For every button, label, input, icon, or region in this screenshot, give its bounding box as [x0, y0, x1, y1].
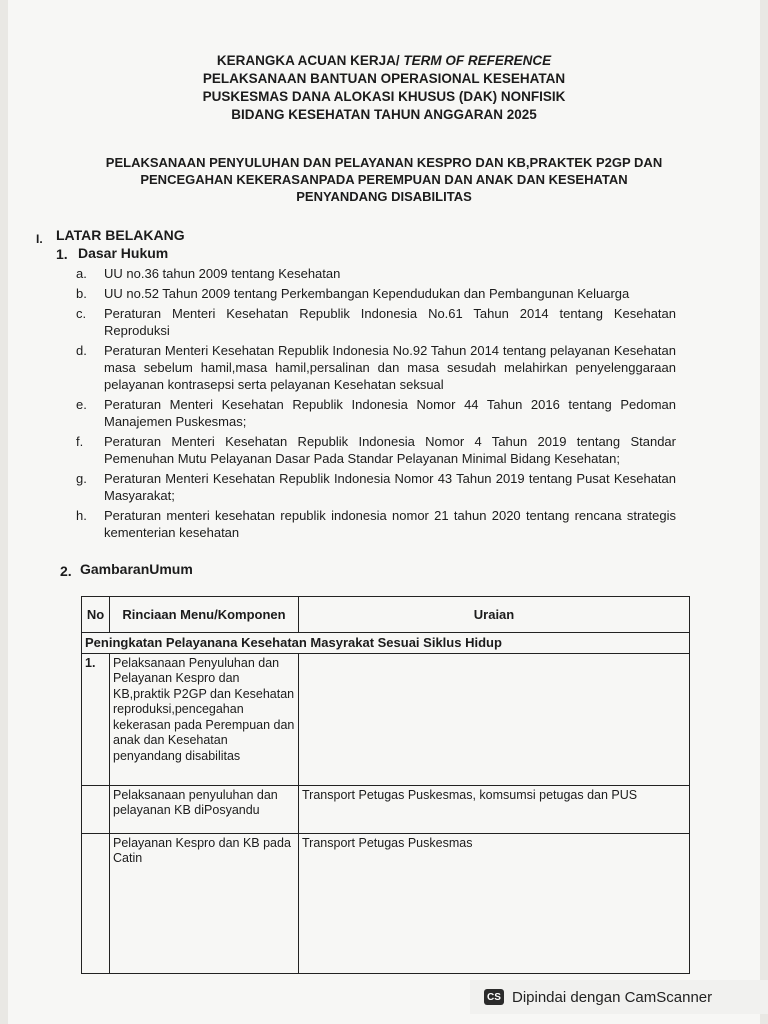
header-rincian: Rinciaan Menu/Komponen [110, 597, 299, 633]
item-text: UU no.52 Tahun 2009 tentang Perkembangan Kependudukan dan Pembangunan Keluarga [104, 286, 630, 301]
legal-basis-item [76, 265, 676, 282]
document-header [0, 52, 768, 124]
item-letter: a. [76, 266, 87, 281]
cell-uraian [299, 653, 690, 785]
item-text: UU no.36 tahun 2009 tentang Kesehatan [104, 266, 341, 281]
header-uraian: Uraian [299, 597, 690, 633]
section-marker: I. [36, 232, 43, 246]
item-letter: g. [76, 471, 87, 486]
legal-basis-item [76, 396, 676, 430]
legal-basis-item [76, 433, 676, 467]
group-title: Peningkatan Pelayanana Kesehatan Masyrakat Sesuai Siklus Hidup [82, 633, 690, 654]
cell-no: 1. [82, 653, 110, 785]
item-text: Peraturan Menteri Kesehatan Republik Indonesia No.92 Tahun 2014 tentang pelayanan Kesehatan masa sebelum hamil,masa hamil,persalinan dan masa sesudah melahirkan penyelenggaraan pelayanan kontrasepsi serta pelayanan Kesehatan seksual [104, 343, 676, 392]
legal-basis-item [76, 342, 676, 393]
table-row [82, 785, 690, 833]
item-letter: e. [76, 397, 87, 412]
legal-basis-item [76, 470, 676, 504]
subtitle-line-2: PENCEGAHAN KEKERASANPADA PEREMPUAN DAN ANAK DAN KESEHATAN [140, 172, 628, 187]
header-line-3: PUSKESMAS DANA ALOKASI KHUSUS (DAK) NONFISIK [202, 89, 566, 104]
camscanner-watermark [470, 980, 768, 1014]
table-header-row [82, 597, 690, 633]
header-line-2: PELAKSANAAN BANTUAN OPERASIONAL KESEHATAN [202, 71, 566, 86]
legal-basis-list [76, 265, 676, 544]
section-title: LATAR BELAKANG [56, 227, 185, 243]
subtitle-line-3: PENYANDANG DISABILITAS [296, 189, 472, 204]
item-letter: c. [76, 306, 87, 321]
gambaran-number: 2. [60, 563, 72, 579]
dasar-hukum-title: Dasar Hukum [78, 245, 169, 261]
table-group-row [82, 633, 690, 654]
cell-rincian: Pelayanan Kespro dan KB pada Catin [110, 833, 299, 973]
item-text: Peraturan Menteri Kesehatan Republik Indonesia Nomor 4 Tahun 2019 tentang Standar Pemenuhan Mutu Pelayanan Dasar Pada Standar Pelayanan Minimal Bidang Kesehatan; [104, 434, 676, 466]
legal-basis-item [76, 285, 676, 302]
cell-uraian: Transport Petugas Puskesmas, komsumsi petugas dan PUS [299, 785, 690, 833]
subtitle-line-1: PELAKSANAAN PENYULUHAN DAN PELAYANAN KESPRO DAN KB,PRAKTEK P2GP DAN [105, 155, 663, 170]
cell-rincian: Pelaksanaan penyuluhan dan pelayanan KB diPosyandu [110, 785, 299, 833]
header-line-4: BIDANG KESEHATAN TAHUN ANGGARAN 2025 [231, 107, 537, 122]
item-text: Peraturan Menteri Kesehatan Republik Indonesia Nomor 43 Tahun 2019 tentang Pusat Kesehatan Masyarakat; [104, 471, 676, 503]
item-letter: h. [76, 508, 87, 523]
table-row [82, 833, 690, 973]
cell-no [82, 785, 110, 833]
item-letter: d. [76, 343, 87, 358]
header-line-1: KERANGKA ACUAN KERJA/ TERM OF REFERENCE [216, 53, 552, 68]
component-table [81, 596, 690, 974]
cell-no [82, 833, 110, 973]
cell-uraian: Transport Petugas Puskesmas [299, 833, 690, 973]
camscanner-label: Dipindai dengan CamScanner [512, 988, 713, 1006]
item-letter: f. [76, 434, 84, 449]
camscanner-logo-icon: CS [484, 989, 504, 1005]
cell-rincian: Pelaksanaan Penyuluhan dan Pelayanan Kespro dan KB,praktik P2GP dan Kesehatan reproduksi,pencegahan kekerasan pada Perempuan dan anak dan Kesehatan penyandang disabilitas [110, 653, 299, 785]
item-text: Peraturan Menteri Kesehatan Republik Indonesia Nomor 44 Tahun 2016 tentang Pedoman Manajemen Puskesmas; [104, 397, 676, 429]
item-text: Peraturan Menteri Kesehatan Republik Indonesia No.61 Tahun 2014 tentang Kesehatan Reproduksi [104, 306, 676, 338]
table-row [82, 653, 690, 785]
gambaran-title: GambaranUmum [80, 561, 193, 577]
header-no: No [82, 597, 110, 633]
item-letter: b. [76, 286, 87, 301]
legal-basis-item [76, 305, 676, 339]
dasar-hukum-number: 1. [56, 246, 68, 262]
item-text: Peraturan menteri kesehatan republik indonesia nomor 21 tahun 2020 tentang rencana strategis kementerian kesehatan [104, 508, 676, 540]
legal-basis-item [76, 507, 676, 541]
document-subtitle [0, 154, 768, 205]
